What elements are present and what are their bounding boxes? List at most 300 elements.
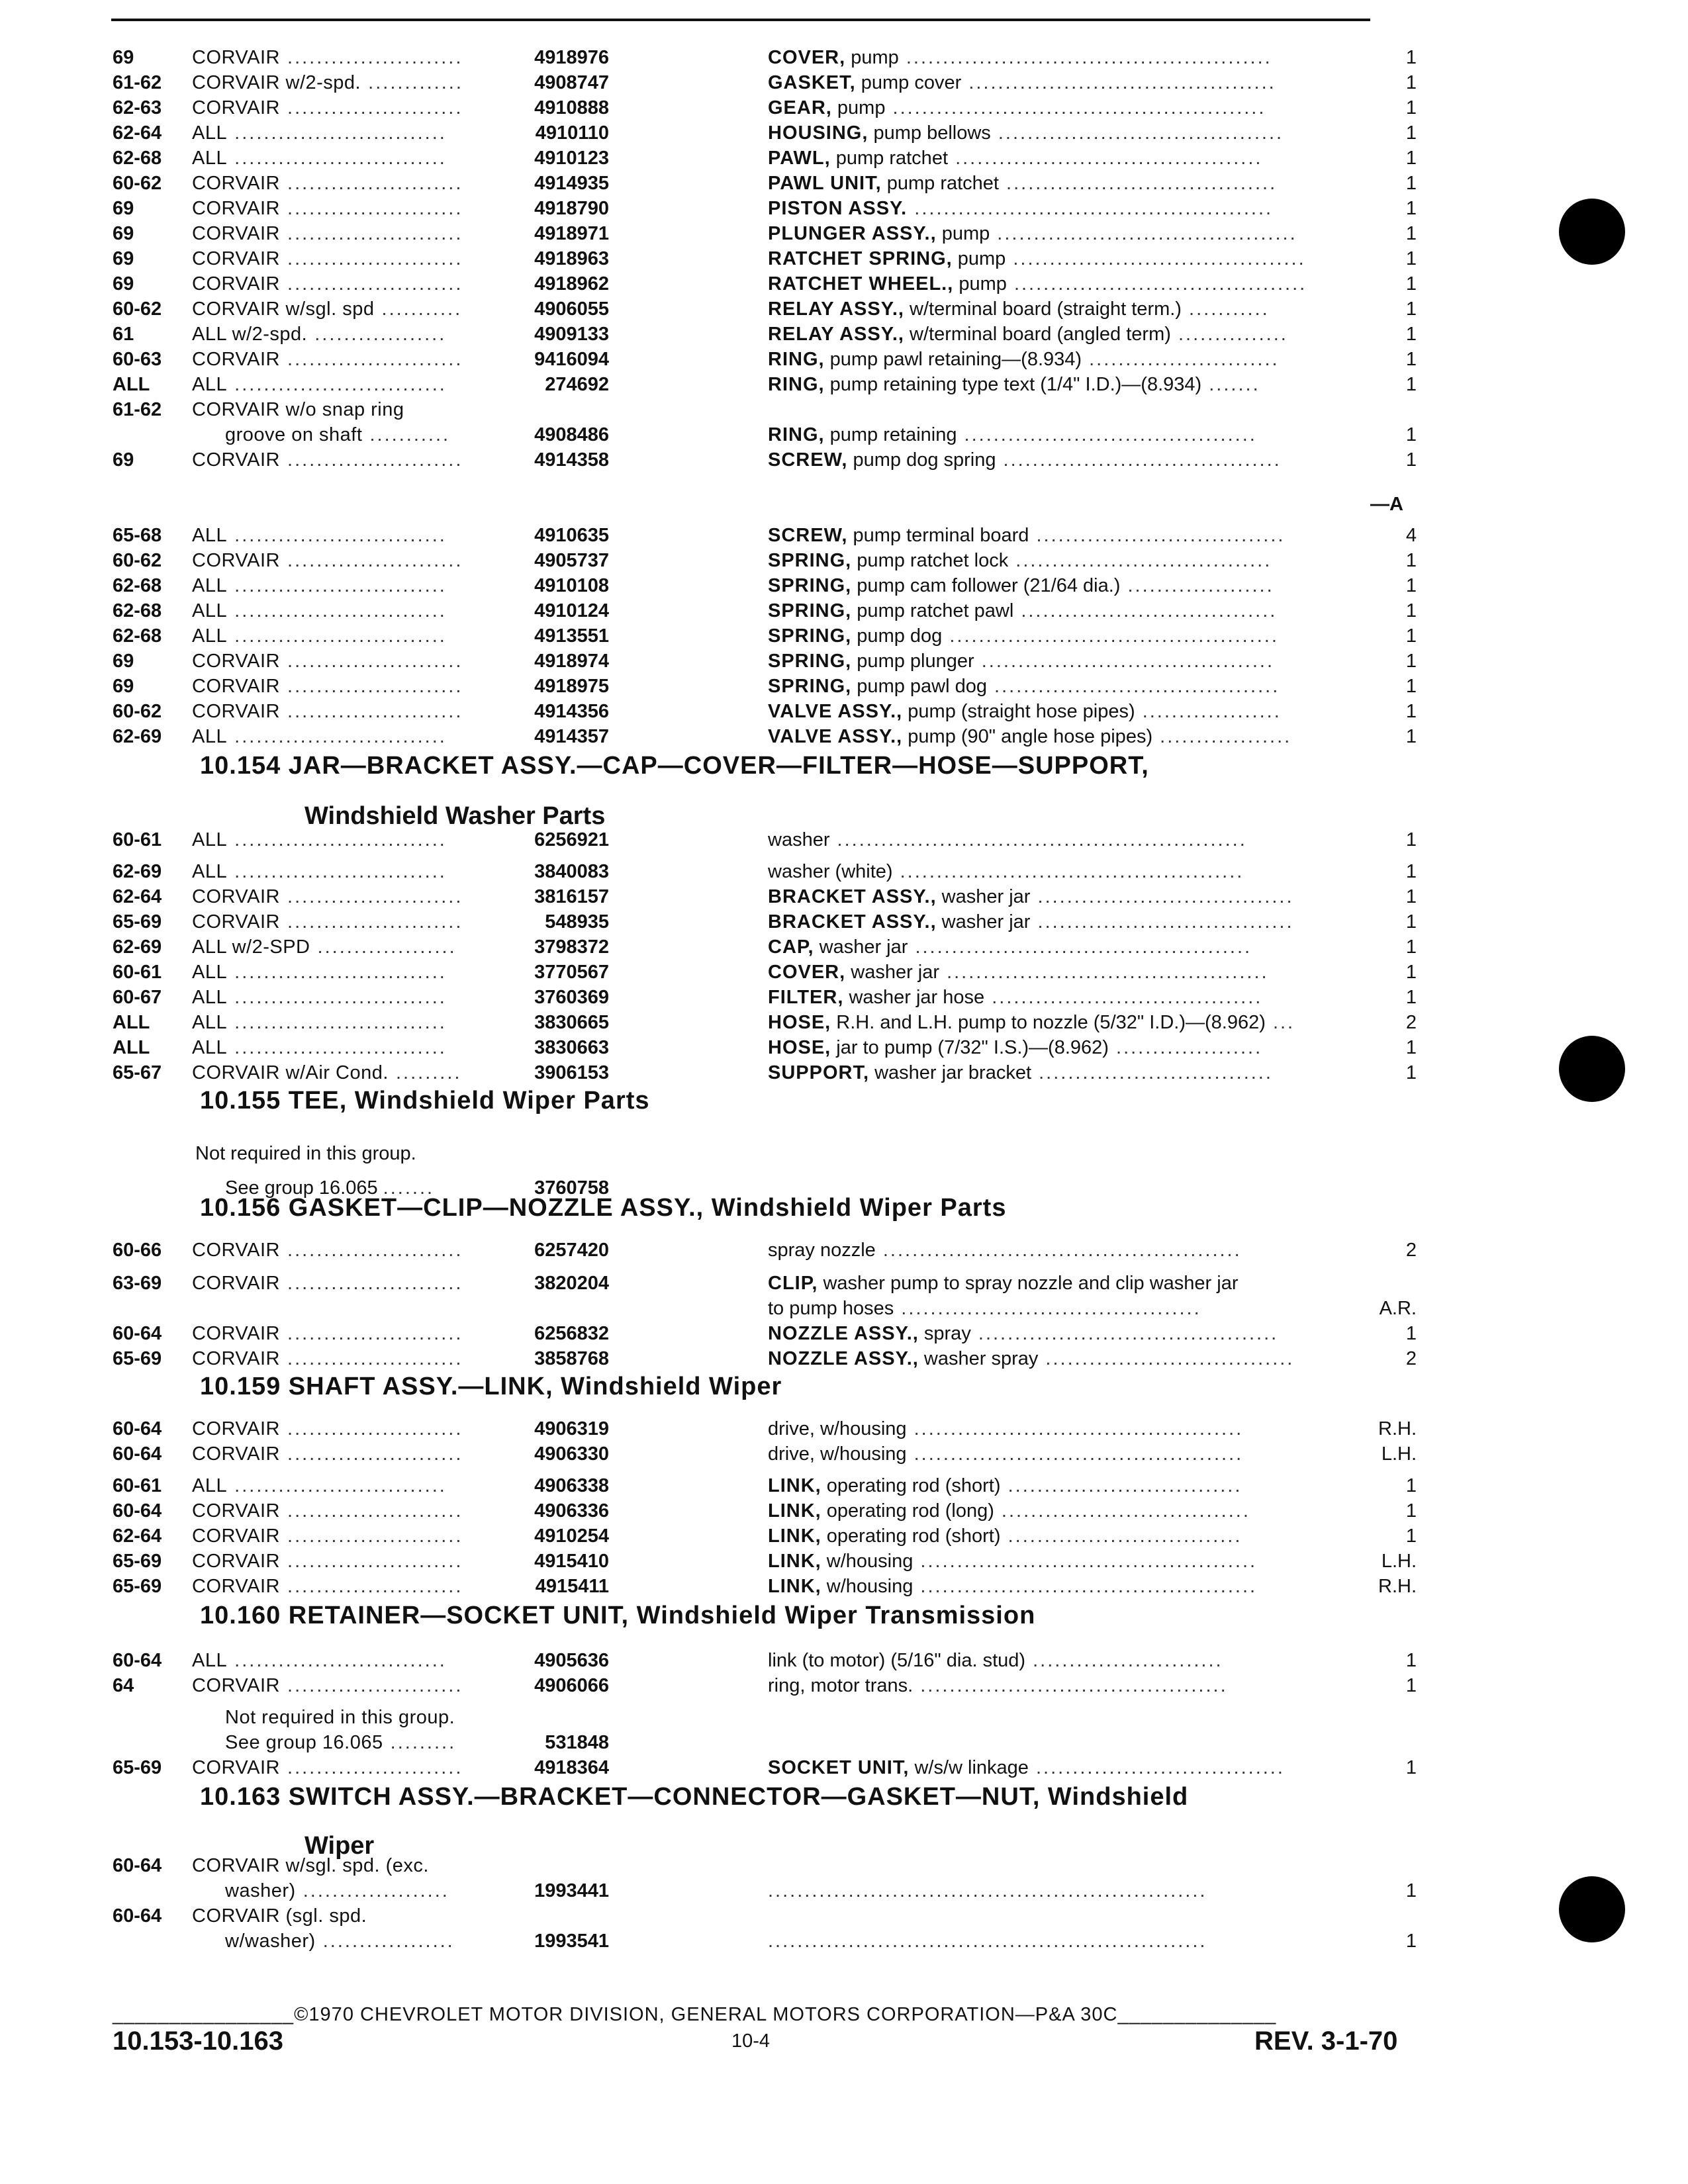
leader-dots: ............................. (227, 829, 447, 850)
description-keyword: VALVE ASSY., (768, 726, 903, 747)
quantity: 1 (1405, 550, 1417, 571)
model-cell (192, 960, 447, 985)
quantity: 1 (1405, 886, 1417, 907)
leader-dots: ........................ (279, 1551, 463, 1572)
quantity: L.H. (1381, 1443, 1417, 1465)
description-text: pump (straight hose pipes) (902, 701, 1135, 722)
quantity: 1 (1405, 651, 1417, 672)
leader-dots: .............................................. (913, 1551, 1258, 1572)
description-text: drive, w/housing (768, 1418, 907, 1439)
model-cell (192, 1441, 463, 1467)
description (768, 196, 1273, 221)
table-row (0, 347, 1688, 372)
model-year: 69 (113, 676, 134, 697)
leader-dots: ........................ (279, 449, 463, 471)
model-cell (192, 95, 463, 120)
description-keyword: LINK, (768, 1500, 821, 1522)
model-name: CORVAIR (192, 676, 280, 697)
model-cell (192, 246, 463, 271)
leader-dots: ........................................................ (829, 829, 1247, 850)
quantity: 1 (1405, 1062, 1417, 1083)
table-row (0, 196, 1688, 221)
model-year: 62-68 (113, 625, 162, 647)
leader-dots: .................... (1108, 1037, 1263, 1058)
quantity: 1 (1405, 173, 1417, 194)
description-keyword: PISTON ASSY. (768, 198, 908, 219)
leader-dots: ............................. (227, 987, 447, 1008)
part-number: 3830663 (534, 1037, 609, 1058)
leader-dots: ........................ (279, 198, 463, 219)
model-name: ALL (192, 726, 228, 747)
model-name: w/washer) (225, 1931, 316, 1952)
model-year: 60-64 (113, 1418, 162, 1439)
model-year: 62-64 (113, 886, 162, 907)
table-row (0, 884, 1688, 909)
description-text: pump ratchet (830, 148, 949, 169)
model-year: 60-64 (113, 1905, 162, 1927)
section-subheading-10-154: Windshield Washer Parts (305, 802, 606, 830)
leader-dots: ........................ (279, 1757, 463, 1778)
model-name: ALL w/2-SPD (192, 936, 310, 958)
part-number: 4913551 (534, 625, 609, 647)
description (768, 598, 1277, 623)
model-name: CORVAIR (192, 1443, 280, 1465)
model-cell (192, 1035, 447, 1060)
table-row (0, 960, 1688, 985)
revision-margin-mark: —A (1370, 494, 1403, 515)
description-text: operating rod (long) (821, 1500, 994, 1522)
section-subheading-10-163: Wiper (305, 1832, 375, 1860)
quantity: 1 (1405, 122, 1417, 144)
part-number: 4910888 (534, 97, 609, 118)
part-number: 3840083 (534, 861, 609, 882)
table-row (0, 1705, 1688, 1730)
part-number: 3816157 (534, 886, 609, 907)
part-number: 4915411 (535, 1576, 609, 1597)
table-row (0, 859, 1688, 884)
description-text: pump pawl dog (851, 676, 987, 697)
description-keyword: BRACKET ASSY., (768, 911, 937, 933)
description-text: washer (768, 829, 830, 850)
part-number: 9416094 (534, 349, 609, 370)
model-name: CORVAIR w/Air Cond. (192, 1062, 389, 1083)
description (768, 1321, 1278, 1346)
model-year: 69 (113, 449, 134, 471)
table-row (0, 699, 1688, 724)
model-cell (192, 724, 447, 749)
model-year: 69 (113, 651, 134, 672)
description-keyword: FILTER, (768, 987, 844, 1008)
description-text: washer pump to spray nozzle and clip washer jar (818, 1273, 1239, 1294)
model-cell (192, 1473, 447, 1498)
quantity: 1 (1405, 575, 1417, 596)
table-row (0, 1416, 1688, 1441)
leader-dots: ................................................... (885, 97, 1266, 118)
description (768, 95, 1266, 120)
model-name: groove on shaft (225, 424, 363, 445)
description-text: pump plunger (851, 651, 974, 672)
model-cell (192, 909, 463, 934)
model-name: ALL w/2-spd. (192, 324, 308, 345)
model-name: CORVAIR (192, 1323, 280, 1344)
see-group-part-number: 3760758 (534, 1177, 609, 1199)
table-row (0, 1929, 1688, 1954)
model-year: 65-67 (113, 1062, 162, 1083)
description-text: pump pawl retaining—(8.934) (824, 349, 1082, 370)
model-name: CORVAIR (192, 701, 280, 722)
model-year: 65-69 (113, 1576, 162, 1597)
description-text: operating rod (short) (821, 1475, 1001, 1496)
leader-dots: ......... (388, 1062, 462, 1083)
description (768, 70, 1276, 95)
description (768, 120, 1284, 146)
leader-dots: .................... (295, 1880, 449, 1901)
leader-dots: ................................ (1000, 1475, 1243, 1496)
model-year: 61-62 (113, 399, 162, 420)
leader-dots: .................. (1152, 726, 1292, 747)
description-text: pump (952, 248, 1006, 269)
model-year: 60-62 (113, 550, 162, 571)
table-row (0, 246, 1688, 271)
model-cell (225, 1705, 455, 1730)
section-heading-10-163: 10.163 SWITCH ASSY.—BRACKET—CONNECTOR—GASKET—NUT, Windshield (200, 1783, 1189, 1811)
table-row (0, 1441, 1688, 1467)
table-row (0, 1035, 1688, 1060)
part-number: 3906153 (534, 1062, 609, 1083)
model-cell (192, 146, 447, 171)
quantity: 1 (1405, 47, 1417, 68)
model-year: 60-61 (113, 829, 162, 850)
model-year: 63-69 (113, 1273, 162, 1294)
part-number: 4918790 (534, 198, 609, 219)
leader-dots: ........................ (279, 47, 463, 68)
description-text: w/terminal board (straight term.) (904, 298, 1182, 320)
part-number: 4918962 (534, 273, 609, 295)
leader-dots: ............................................. (942, 625, 1279, 647)
model-cell (192, 548, 463, 573)
table-row (0, 573, 1688, 598)
model-name: CORVAIR (192, 911, 280, 933)
part-number: 6257420 (534, 1240, 609, 1261)
model-cell (192, 1903, 367, 1929)
description-text: w/terminal board (angled term) (904, 324, 1171, 345)
description-keyword: CAP, (768, 936, 814, 958)
description-text: w/s/w linkage (909, 1757, 1029, 1778)
model-year: ALL (113, 374, 150, 395)
leader-dots: ............................. (227, 962, 447, 983)
leader-dots: ........................ (279, 1323, 463, 1344)
part-number: 4910110 (535, 122, 609, 144)
model-year: 65-68 (113, 525, 162, 546)
leader-dots: ........................ (279, 676, 463, 697)
quantity: 1 (1405, 1931, 1417, 1952)
table-row (0, 271, 1688, 296)
part-number: 6256921 (534, 829, 609, 850)
leader-dots: ............................. (227, 1012, 447, 1033)
model-cell (192, 1648, 447, 1673)
table-row (0, 422, 1688, 447)
leader-dots: ........................ (279, 223, 463, 244)
model-name: CORVAIR (192, 651, 280, 672)
part-number: 548935 (545, 911, 609, 933)
table-row (0, 70, 1688, 95)
model-year: ALL (113, 1037, 150, 1058)
description-text: pump ratchet lock (851, 550, 1009, 571)
model-year: 65-69 (113, 911, 162, 933)
description (768, 1648, 1223, 1673)
table-row (0, 1730, 1688, 1755)
description (768, 1035, 1262, 1060)
description-keyword: SOCKET UNIT, (768, 1757, 910, 1778)
part-number: 4906055 (534, 298, 609, 320)
description-text: washer jar (814, 936, 908, 958)
description-text: spray nozzle (768, 1240, 876, 1261)
model-cell (192, 120, 447, 146)
leader-dots: ................................ (1031, 1062, 1273, 1083)
table-row (0, 1648, 1688, 1673)
quantity: A.R. (1379, 1298, 1417, 1319)
leader-dots: ............................. (227, 1037, 447, 1058)
model-year: 60-67 (113, 987, 162, 1008)
leader-dots: ............................................................ (768, 1931, 1207, 1952)
model-cell (192, 598, 447, 623)
leader-dots: ........................ (279, 886, 463, 907)
quantity: 2 (1405, 1240, 1417, 1261)
quantity: 1 (1405, 97, 1417, 118)
model-cell (192, 884, 463, 909)
leader-dots: ........................ (279, 550, 463, 571)
leader-dots: ........................ (279, 248, 463, 269)
description (768, 296, 1270, 322)
footer-rule-left: ________________ (113, 2004, 295, 2025)
description (768, 271, 1307, 296)
description (768, 985, 1262, 1010)
model-year: 65-69 (113, 1551, 162, 1572)
quantity: 1 (1405, 936, 1417, 958)
model-year: 60-64 (113, 1855, 162, 1876)
description-keyword: LINK, (768, 1576, 821, 1597)
model-year: 69 (113, 198, 134, 219)
description (768, 909, 1294, 934)
model-name: CORVAIR (192, 1348, 280, 1369)
leader-dots: ... (1265, 1012, 1295, 1033)
quantity: 1 (1405, 1037, 1417, 1058)
footer-copyright-line (113, 2004, 1276, 2026)
table-row (0, 1903, 1688, 1929)
model-name: ALL (192, 525, 228, 546)
model-cell (192, 827, 447, 852)
part-number: 3830665 (534, 1012, 609, 1033)
model-name: ALL (192, 1012, 228, 1033)
leader-dots: ........................ (279, 273, 463, 295)
table-row (0, 120, 1688, 146)
description (768, 960, 1269, 985)
table-row (0, 909, 1688, 934)
description-text: washer jar (936, 886, 1031, 907)
leader-dots: ........... (362, 424, 451, 445)
model-year: 60-64 (113, 1500, 162, 1522)
part-number: 3820204 (534, 1273, 609, 1294)
description (768, 699, 1282, 724)
model-name: ALL (192, 1037, 228, 1058)
leader-dots: ........................ (279, 1348, 463, 1369)
leader-dots: ....................................... (987, 676, 1280, 697)
table-row (0, 985, 1688, 1010)
quantity: 1 (1405, 449, 1417, 471)
description (768, 827, 1247, 852)
model-name: CORVAIR w/2-spd. (192, 72, 361, 93)
description (768, 674, 1280, 699)
description (768, 724, 1291, 749)
quantity: R.H. (1378, 1576, 1417, 1597)
table-row (0, 523, 1688, 548)
model-cell (192, 699, 463, 724)
description-keyword: LINK, (768, 1525, 821, 1547)
leader-dots: ............................................. (906, 1418, 1244, 1439)
table-row (0, 95, 1688, 120)
model-name: See group 16.065 (225, 1732, 383, 1753)
part-number: 4910124 (534, 600, 609, 621)
note-not-required: Not required in this group. (195, 1143, 416, 1164)
model-cell (192, 221, 463, 246)
part-number: 4905636 (534, 1650, 609, 1671)
model-year: 61-62 (113, 72, 162, 93)
model-name: CORVAIR (192, 1576, 280, 1597)
description-text: jar to pump (7/32" I.S.)—(8.962) (831, 1037, 1109, 1058)
table-row (0, 1060, 1688, 1085)
model-cell (192, 1549, 463, 1574)
leader-dots: ................................... (1008, 550, 1272, 571)
description-text: washer jar hose (843, 987, 985, 1008)
quantity: 1 (1405, 349, 1417, 370)
quantity: 1 (1405, 962, 1417, 983)
model-cell (192, 859, 447, 884)
model-cell (192, 523, 447, 548)
table-row (0, 1321, 1688, 1346)
part-number: 4918975 (534, 676, 609, 697)
table-row (0, 397, 1688, 422)
part-number: 4918971 (534, 223, 609, 244)
leader-dots: ............................. (227, 525, 447, 546)
table-row (0, 171, 1688, 196)
part-number: 4906330 (534, 1443, 609, 1465)
description (768, 1060, 1273, 1085)
leader-dots: .............................................. (913, 1576, 1258, 1597)
description-text: pump dog spring (847, 449, 996, 471)
part-number: 4910254 (534, 1525, 609, 1547)
description (768, 1010, 1295, 1035)
description-text: pump cam follower (21/64 dia.) (851, 575, 1121, 596)
quantity: 1 (1405, 676, 1417, 697)
part-number: 3760369 (534, 987, 609, 1008)
leader-dots: ........................................ (1006, 248, 1306, 269)
leader-dots: ..................................... (998, 173, 1278, 194)
description (768, 548, 1272, 573)
leader-dots: .................. (315, 1931, 455, 1952)
part-number: 3858768 (534, 1348, 609, 1369)
description-keyword: PAWL UNIT, (768, 173, 882, 194)
leader-dots: .............................................. (908, 936, 1252, 958)
part-number: 4918976 (534, 47, 609, 68)
quantity: 1 (1405, 1525, 1417, 1547)
model-cell (192, 573, 447, 598)
description-keyword: COVER, (768, 962, 846, 983)
table-row (0, 1296, 1688, 1321)
quantity: 1 (1405, 248, 1417, 269)
part-number: 4906066 (534, 1675, 609, 1696)
description-text: pump ratchet (881, 173, 999, 194)
part-number: 4914358 (534, 449, 609, 471)
model-cell (192, 1416, 463, 1441)
quantity: 1 (1405, 72, 1417, 93)
model-name: CORVAIR w/sgl. spd. (exc. (192, 1855, 429, 1876)
quantity: R.H. (1378, 1418, 1417, 1439)
model-year: 69 (113, 248, 134, 269)
model-cell (192, 1010, 447, 1035)
model-year: 62-69 (113, 936, 162, 958)
model-name: CORVAIR (192, 1757, 280, 1778)
table-row (0, 1238, 1688, 1263)
leader-dots: ................................................. (907, 198, 1274, 219)
part-number: 4906319 (534, 1418, 609, 1439)
leader-dots: ...................................... (996, 449, 1282, 471)
part-number: 4918364 (534, 1757, 609, 1778)
leader-dots: ............................................... (892, 861, 1244, 882)
leader-dots: ........................ (279, 1443, 463, 1465)
description (768, 146, 1262, 171)
model-name: CORVAIR (192, 886, 280, 907)
description-keyword: SPRING, (768, 600, 852, 621)
model-year: 60-64 (113, 1443, 162, 1465)
model-cell (192, 1524, 463, 1549)
description (768, 1271, 1238, 1296)
model-name: ALL (192, 600, 228, 621)
description-keyword: SCREW, (768, 525, 848, 546)
description (768, 1296, 1201, 1321)
description-keyword: PAWL, (768, 148, 831, 169)
description (768, 1524, 1242, 1549)
leader-dots: ................... (1135, 701, 1282, 722)
model-cell (192, 985, 447, 1010)
leader-dots: ........................ (279, 97, 463, 118)
description (768, 422, 1257, 447)
quantity: 1 (1405, 625, 1417, 647)
part-number: 4915410 (534, 1551, 609, 1572)
leader-dots: .................................. (994, 1500, 1250, 1522)
description-text: drive, w/housing (768, 1443, 907, 1465)
description (768, 1755, 1285, 1780)
description (768, 649, 1274, 674)
description-keyword: SPRING, (768, 676, 852, 697)
model-cell (192, 322, 446, 347)
description (768, 884, 1294, 909)
quantity: 1 (1405, 726, 1417, 747)
leader-dots: ..................................... (984, 987, 1263, 1008)
description-text: to pump hoses (768, 1298, 894, 1319)
description (768, 573, 1274, 598)
description (768, 246, 1306, 271)
description-keyword: SPRING, (768, 550, 852, 571)
description (768, 623, 1279, 649)
description-text: pump bellows (868, 122, 991, 144)
model-name: ALL (192, 148, 228, 169)
description-keyword: GEAR, (768, 97, 832, 118)
table-row (0, 1271, 1688, 1296)
quantity: 1 (1405, 148, 1417, 169)
leader-dots: ......... (383, 1732, 457, 1753)
model-cell (192, 674, 463, 699)
description-text: washer jar (936, 911, 1031, 933)
